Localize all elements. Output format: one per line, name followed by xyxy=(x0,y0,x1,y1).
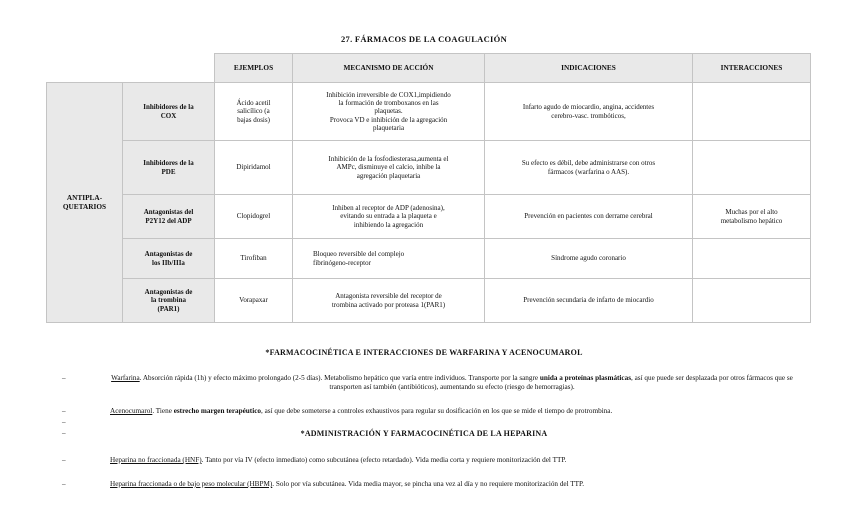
subgroup-cell: Antagonistas de la trombina (PAR1) xyxy=(123,279,215,323)
header-mechanism: MECANISMO DE ACCIÓN xyxy=(293,54,485,83)
mechanism-cell: Bloqueo reversible del complejo fibrinógeno-receptor xyxy=(293,239,485,279)
table-row xyxy=(47,141,811,195)
warfarina-text: Warfarina. Absorción rápida (1h) y efecto máximo prolongado (2-5 días). Metabolismo hepático que varía entre individuos. Transporte por la sangre unida a proteínas plasmáticas, así que puede ser desplazada por otros fármacos que se transporten así también (antibióticos), aumentando su efecto (riesgo de hemorragias). xyxy=(111,374,793,392)
mechanism-cell: Antagonista reversible del receptor de trombina activado por proteasa 1(PAR1) xyxy=(293,279,485,323)
example-cell: Vorapaxar xyxy=(215,279,293,323)
subgroup-cell: Antagonistas del P2Y12 del ADP xyxy=(123,195,215,239)
interaction-cell xyxy=(693,239,811,279)
heparin-section-heading: *ADMINISTRACIÓN Y FARMACOCINÉTICA DE LA HEPARINA xyxy=(300,429,548,438)
mechanism-cell: Inhiben al receptor de ADP (adenosina), evitando su entrada a la plaqueta e inhibiendo la agregación xyxy=(293,195,485,239)
coagulation-drugs-table xyxy=(46,53,811,323)
subgroup-cell: Inhibidores de la COX xyxy=(123,83,215,141)
indication-cell: Su efecto es débil, debe administrarse con otros fármacos (warfarina o AAS). xyxy=(485,141,693,195)
example-cell: Dipiridamol xyxy=(215,141,293,195)
warfarin-section-heading: *FARMACOCINÉTICA E INTERACCIONES DE WARFARINA Y ACENOCUMAROL xyxy=(265,348,583,357)
group-antiplaquetarios: ANTIPLA- QUETARIOS xyxy=(47,83,123,323)
table-row xyxy=(47,195,811,239)
table-row xyxy=(47,83,811,141)
example-cell: Ácido acetil salicílico (a bajas dosis) xyxy=(215,83,293,141)
table-row xyxy=(47,279,811,323)
indication-cell: Prevención en pacientes con derrame cerebral xyxy=(485,195,693,239)
indication-cell: Infarto agudo de miocardio, angina, accidentes cerebro-vasc. trombóticos, xyxy=(485,83,693,141)
interaction-cell xyxy=(693,279,811,323)
document-title: 27. FÁRMACOS DE LA COAGULACIÓN xyxy=(340,34,508,44)
mechanism-cell: Inhibición irreversible de COX1,impidiendo la formación de tromboxanos en las plaquetas. Provoca VD e inhibición de la agregación plaquetaria xyxy=(293,83,485,141)
interaction-cell xyxy=(693,141,811,195)
header-interactions: INTERACCIONES xyxy=(693,54,811,83)
acenocumarol-text: Acenocumarol. Tiene estrecho margen terapéutico, así que debe someterse a controles exhaustivos para regular su dosificación en los que se mide el tiempo de protrombina. xyxy=(110,407,613,415)
header-indications: INDICACIONES xyxy=(485,54,693,83)
hbpm-text: Heparina fraccionada o de bajo peso molecular (HBPM). Solo por vía subcutánea. Vida media mayor, se pincha una vez al día y no requiere monitorización del TTP. xyxy=(110,480,585,488)
example-cell: Clopidogrel xyxy=(215,195,293,239)
header-blank-cell xyxy=(47,54,215,83)
hnf-text: Heparina no fraccionada (HNF). Tanto por vía IV (efecto inmediato) como subcutánea (efecto retardado). Vida media corta y requiere monitorización del TTP. xyxy=(110,456,567,464)
header-examples: EJEMPLOS xyxy=(215,54,293,83)
example-cell: Tirofiban xyxy=(215,239,293,279)
mechanism-cell: Inhibición de la fosfodiesterasa,aumenta el AMPc, disminuye el calcio, inhibe la agregación plaquetaria xyxy=(293,141,485,195)
subgroup-cell: Inhibidores de la PDE xyxy=(123,141,215,195)
indication-cell: Prevención secundaria de infarto de miocardio xyxy=(485,279,693,323)
indication-cell: Síndrome agudo coronario xyxy=(485,239,693,279)
table-header-row xyxy=(47,54,811,83)
subgroup-cell: Antagonistas de los IIb/IIIa xyxy=(123,239,215,279)
interaction-cell: Muchas por el alto metabolismo hepático xyxy=(693,195,811,239)
list-item-warfarina: – Warfarina. Absorción rápida (1h) y efecto máximo prolongado (2-5 días). Metabolismo hepático que varía entre individuos. Transporte por la sangre unida a proteínas plasmáticas, así que puede ser desplazada por otros fármacos que se transporten así también (antibióticos), aumentando su efecto (riesgo de hemorragias). xyxy=(62,374,802,396)
table-row xyxy=(47,239,811,279)
interaction-cell xyxy=(693,83,811,141)
